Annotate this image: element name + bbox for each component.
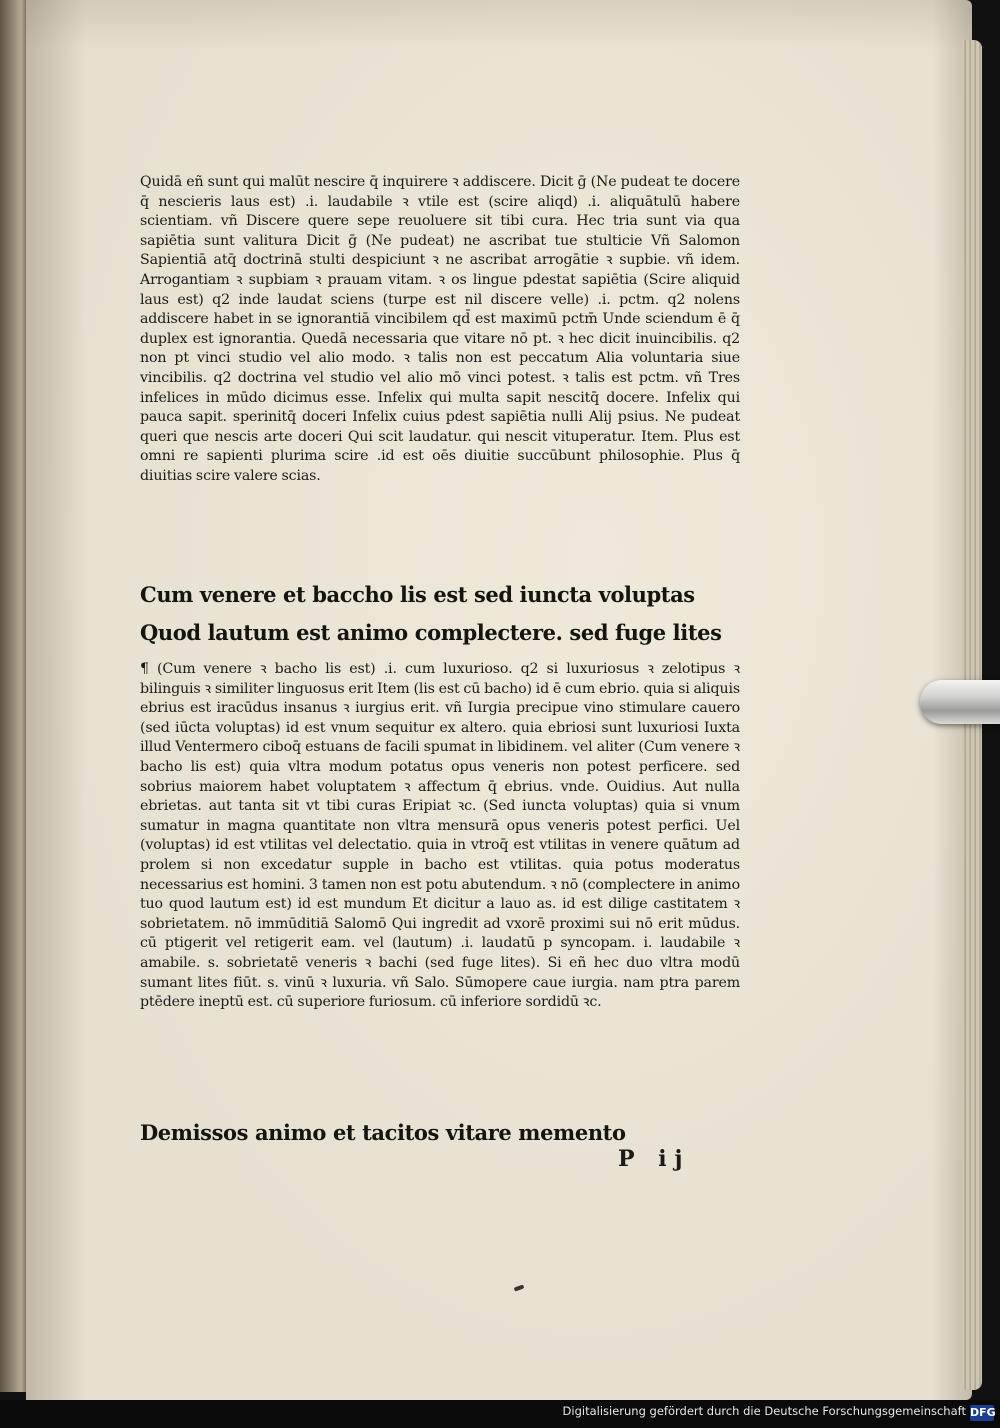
verse-heading-1: Cum venere et baccho lis est sed iuncta voluptas [140,582,695,607]
left-page-edge [0,0,28,1392]
signature-mark: P ij [618,1146,691,1172]
verse-heading-3: Demissos animo et tacitos vitare memento [140,1120,626,1145]
verse-heading-2: Quod lautum est animo complectere. sed fuge lites [140,620,722,645]
book-clip [920,680,1000,724]
commentary-paragraph-2: ¶ (Cum venere ꝛ bacho lis est) .i. cum luxurioso. q2 si luxuriosus ꝛ zelotipus ꝛ bilinguis ꝛ similiter linguosus erit Item (lis est cū bacho) id ē cum ebrio. quia si aliquis ebrius est iracūdus insanus ꝛ iurgius erit. vñ Iurgia precipue vino stimulare cauero (sed iūcta voluptas) id est vnum sequitur ex altero. quia ebriosi sunt luxuriosi Iuxta illud Ventermero ciboq̄ estuans de facili spumat in libidinem. vel aliter (Cum venere ꝛ bacho lis est) quia vltra modum potatus opus veneris non potest perficere. sed sobrius maiorem habet voluptatem ꝛ affectum q̄ ebrius. vnde. Ouidius. Aut nulla ebrietas. aut tanta sit vt tibi curas Eripiat ꝛc. (Sed iuncta voluptas) quia si vnum sumatur in magna quantitate non vltra mensurā opus veneris potest perfici. Uel (voluptas) id est vtilitas vel delectatio. quia in vtroq̄ est vtilitas in venere quātum ad prolem si non excedatur supple in bacho est vtilitas. quia potus moderatus necessarius est homini. 3 tamen non est potu abutendum. ꝛ nō (complectere in animo tuo quod lautum est) id est mundum Et dicitur a lauo as. id est dilige castitatem ꝛ sobrietatem. nō immūditiā Salomō Qui ingredit ad vxorē proximi sui nō erit mūdus. cū ptigerit vel retigerit eam. vel (lautum) .i. laudatū p syncopam. i. laudabile ꝛ amabile. s. sobrietatē veneris ꝛ bachi (sed fuge lites). Si eñ hec duo vltra modū sumant lites fiūt. s. vinū ꝛ luxuria. vñ Salo. Sūmopere caue iurgia. nam ptra parem ptēdere ineptū est. cū superiore furiosum. cū inferiore sordidū ꝛc. [140,661,740,1011]
commentary-paragraph-1: Quidā eñ sunt qui malūt nescire q̄ inquirere ꝛ addiscere. Dicit ḡ (Ne pudeat te docere q̄ nescieris laus est) .i. laudabile ꝛ vtile est (scire aliqd) .i. aliquātulū habere scientiam. vñ Discere quere sepe reuoluere sit tibi cura. Hec tria sunt via qua sapiētia sunt valitura Dicit ḡ (Ne pudeat) ne ascribat tue stulticie Vñ Salomon Sapientiā atq̄ doctrinā stulti despiciunt ꝛ ne ascribat arrogātie ꝛ supbie. vñ idem. Arrogantiam ꝛ supbiam ꝛ prauam vitam. ꝛ os lingue pdestat sapiētia (Scire aliquid laus est) q2 inde laudat sciens (turpe est nil discere velle) .i. pctm. q2 nolens addiscere habet in se ignorantiā vincibilem qd̄ est maximū pctm̄ Unde sciendum ē q̄ duplex est ignorantia. Quedā necessaria que vitare nō pt. ꝛ hec dicit inuincibilis. q2 non pt vinci studio vel alio modo. ꝛ talis non est peccatum Alia voluntaria siue vincibilis. q2 doctrina vel studio vel alio mō vinci potest. ꝛ talis est pctm. vñ Tres infelices in mūdo dicimus esse. Infelix qui multa sapit nescitq̄ docere. Infelix qui pauca sapit. sperinitq̄ doceri Infelix cuius pdest sapiētia nulli Alij psius. Ne pudeat queri que nescis arte doceri Qui scit laudatur. qui nescit vituperatur. Item. Plus est omni re sapienti plurima scire .id est oēs diuitie succūbunt philosophie. Plus q̄ diuitias scire valere scias. [140,174,740,484]
digitization-credit: Digitalisierung gefördert durch die Deutsche Forschungsgemeinschaft [562,1404,966,1418]
dfg-logo: DFG [970,1406,996,1419]
